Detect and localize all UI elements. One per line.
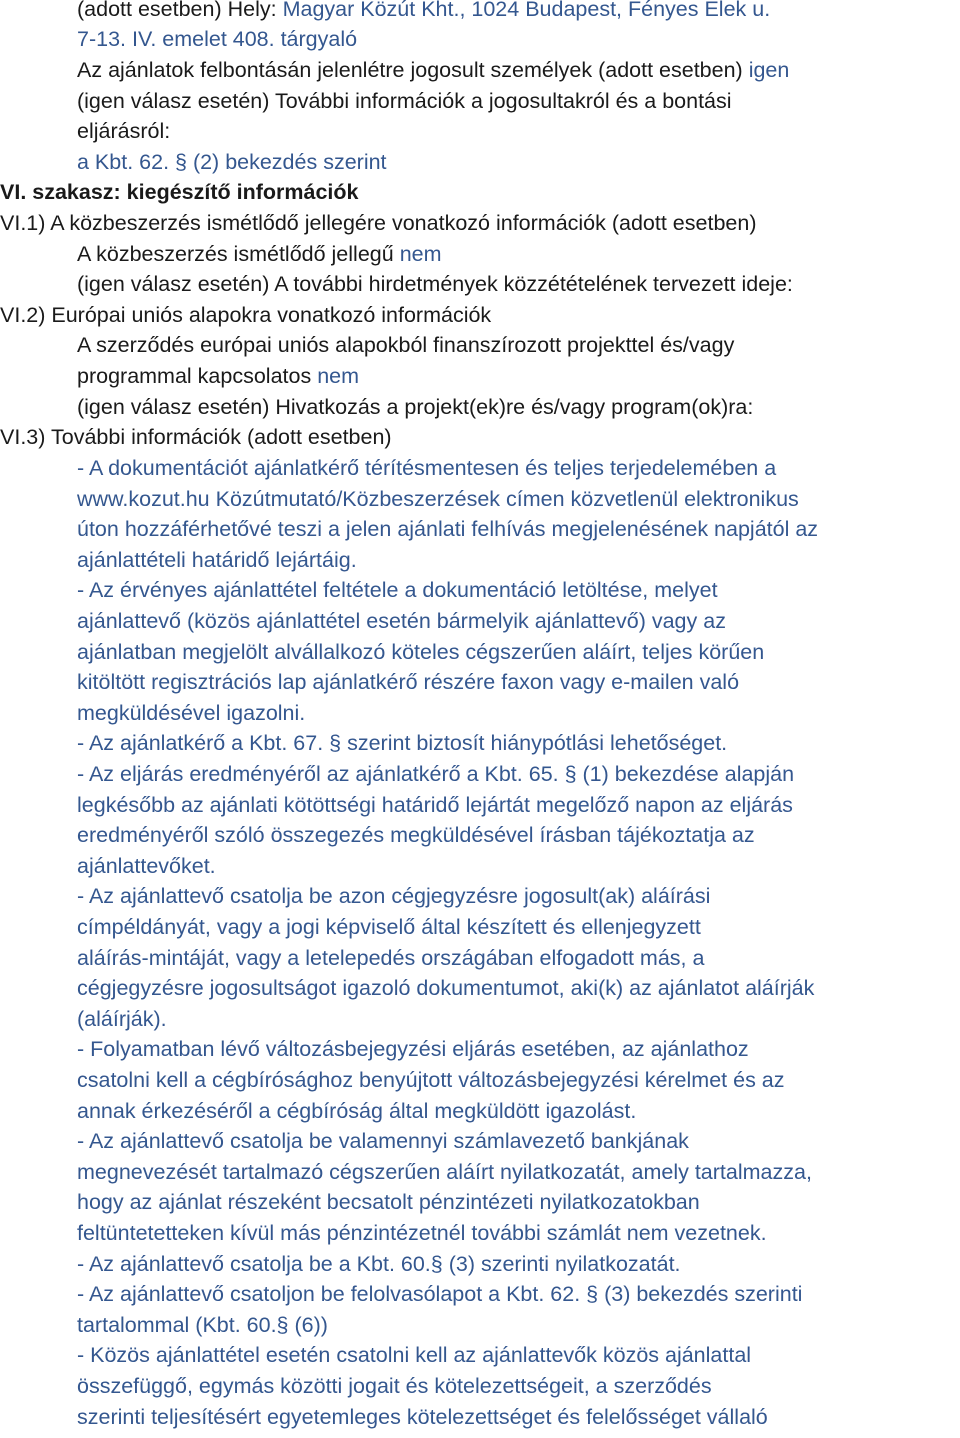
vi3-line: ajánlattevőket. xyxy=(77,854,216,878)
location-line xyxy=(77,0,770,25)
vi1-question-label: A közbeszerzés ismétlődő jellegű xyxy=(77,242,394,266)
vi2-followup: (igen válasz esetén) Hivatkozás a projekt(ek)re és/vagy program(ok)ra: xyxy=(77,395,754,419)
vi3-line: - Az ajánlattevő csatolja be valamennyi számlavezető bankjának xyxy=(77,1129,689,1153)
vi2-question-value: nem xyxy=(317,364,360,388)
vi2-question-line: A szerződés európai uniós alapokból finanszírozott projekttel és/vagy xyxy=(77,333,735,357)
vi3-line: tartalommal (Kbt. 60.§ (6)) xyxy=(77,1313,328,1337)
vi3-line: összefüggő, egymás közötti jogait és kötelezettségeit, a szerződés xyxy=(77,1374,712,1398)
opening-rule-value: a Kbt. 62. § (2) bekezdés szerint xyxy=(77,150,387,174)
vi1-question-value: nem xyxy=(399,242,442,266)
vi3-title: VI.3) További információk (adott esetben) xyxy=(0,425,392,449)
vi3-line: ajánlattételi határidő lejártáig. xyxy=(77,548,357,572)
vi3-line: hogy az ajánlat részeként becsatolt pénzintézeti nyilatkozatokban xyxy=(77,1190,700,1214)
vi1-title: VI.1) A közbeszerzés ismétlődő jellegére vonatkozó információk (adott esetben) xyxy=(0,211,757,235)
vi3-line: eredményéről szóló összegezés megküldésével írásban tájékoztatja az xyxy=(77,823,755,847)
vi3-line: legkésőbb az ajánlati kötöttségi határidő lejártát megelőző napon az eljárás xyxy=(77,793,793,817)
vi3-line: aláírás-mintáját, vagy a letelepedés országában elfogadott más, a xyxy=(77,946,705,970)
vi2-question-label: programmal kapcsolatos xyxy=(77,364,312,388)
vi3-line: - Az eljárás eredményéről az ajánlatkérő a Kbt. 65. § (1) bekezdése alapján xyxy=(77,762,795,786)
vi3-line: - Az ajánlattevő csatolja be a Kbt. 60.§ (3) szerinti nyilatkozatát. xyxy=(77,1252,681,1276)
attendee-value: igen xyxy=(748,58,790,82)
vi3-line: megnevezését tartalmazó cégszerűen aláírt nyilatkozatát, amely tartalmazza, xyxy=(77,1160,812,1184)
vi3-line: csatolni kell a cégbírósághoz benyújtott változásbejegyzési kérelmet és az xyxy=(77,1068,785,1092)
vi3-line: szerinti teljesítésért egyetemleges kötelezettséget és felelősséget vállaló xyxy=(77,1405,768,1429)
vi3-line: cégjegyzésre jogosultságot igazoló dokumentumot, aki(k) az ajánlatot aláírják xyxy=(77,976,815,1000)
attendee-info-line: (igen válasz esetén) További információk a jogosultakról és a bontási xyxy=(77,89,732,113)
vi2-question xyxy=(77,361,359,392)
vi3-line: annak érkezéséről a cégbíróság által megküldött igazolást. xyxy=(77,1099,637,1123)
vi3-line: címpéldányát, vagy a jogi képviselő által készített és ellenjegyzett xyxy=(77,915,701,939)
vi3-line: - Az érvényes ajánlattétel feltétele a dokumentáció letöltése, melyet xyxy=(77,578,718,602)
section-heading: VI. szakasz: kiegészítő információk xyxy=(0,180,359,204)
vi3-line: - Az ajánlattevő csatoljon be felolvasólapot a Kbt. 62. § (3) bekezdés szerinti xyxy=(77,1282,803,1306)
vi3-line: ajánlatban megjelölt alvállalkozó köteles cégszerűen aláírt, teljes körűen xyxy=(77,640,765,664)
vi3-line: www.kozut.hu Közútmutató/Közbeszerzések címen közvetlenül elektronikus xyxy=(77,487,799,511)
vi3-line: úton hozzáférhetővé teszi a jelen ajánlati felhívás megjelenésének napjától az xyxy=(77,517,819,541)
location-label: (adott esetben) Hely: xyxy=(77,0,277,21)
vi3-line: megküldésével igazolni. xyxy=(77,701,306,725)
location-value-cont: 7-13. IV. emelet 408. tárgyaló xyxy=(77,27,358,51)
vi3-line: - Folyamatban lévő változásbejegyzési eljárás esetében, az ajánlathoz xyxy=(77,1037,749,1061)
vi3-line: ajánlattevő (közös ajánlattétel esetén bármelyik ajánlattevő) vagy az xyxy=(77,609,726,633)
vi3-line: - A dokumentációt ajánlatkérő térítésmentesen és teljes terjedelemében a xyxy=(77,456,777,480)
vi3-line: - Az ajánlattevő csatolja be azon cégjegyzésre jogosult(ak) aláírási xyxy=(77,884,711,908)
vi3-line: - Az ajánlatkérő a Kbt. 67. § szerint biztosít hiánypótlási lehetőséget. xyxy=(77,731,728,755)
vi3-line: (aláírják). xyxy=(77,1007,167,1031)
attendee-info-line-2: eljárásról: xyxy=(77,119,171,143)
vi3-line: kitöltött regisztrációs lap ajánlatkérő részére faxon vagy e-mailen való xyxy=(77,670,740,694)
vi3-line: - Közös ajánlattétel esetén csatolni kell az ajánlattevők közös ajánlattal xyxy=(77,1343,752,1367)
attendee-line xyxy=(77,55,789,86)
vi1-followup: (igen válasz esetén) A további hirdetmények közzétételének tervezett ideje: xyxy=(77,272,793,296)
attendee-label: Az ajánlatok felbontásán jelenlétre jogosult személyek (adott esetben) xyxy=(77,58,743,82)
vi1-question xyxy=(77,239,442,270)
location-value: Magyar Közút Kht., 1024 Budapest, Fényes Elek u. xyxy=(282,0,771,21)
vi2-title: VI.2) Európai uniós alapokra vonatkozó információk xyxy=(0,303,492,327)
vi3-line: feltüntetetteken kívül más pénzintézetnél további számlát nem vezetnek. xyxy=(77,1221,767,1245)
